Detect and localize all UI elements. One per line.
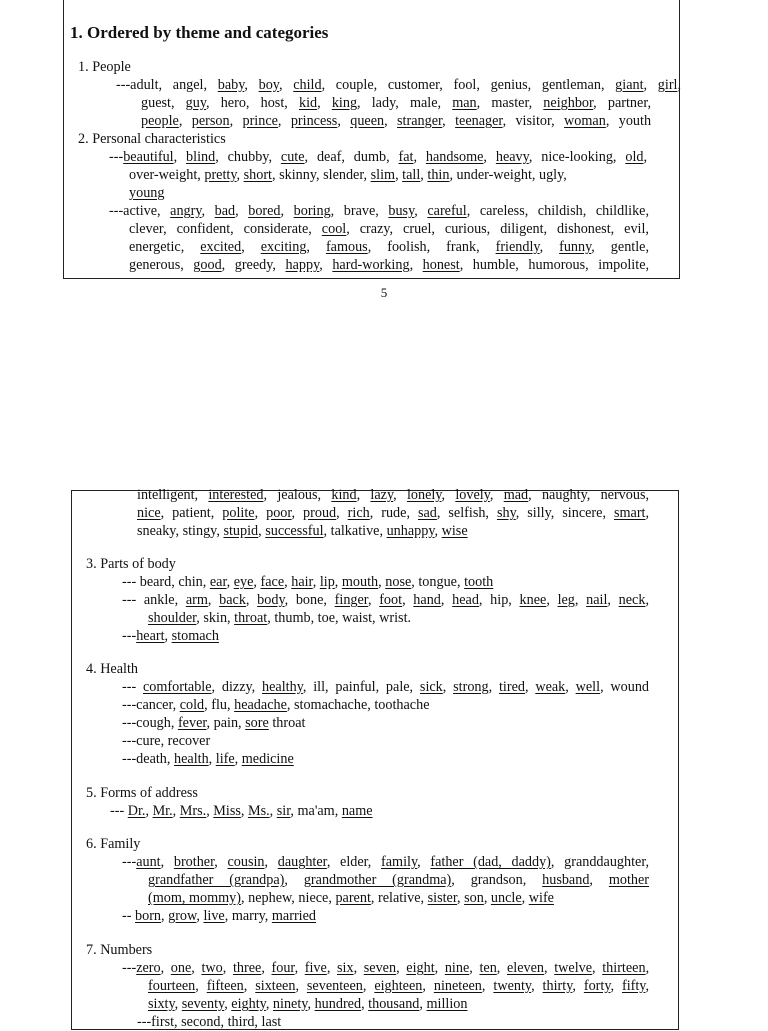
page-5-line: energetic, excited, exciting, famous, foolish, frank, friendly, funny, gentle, <box>129 239 650 255</box>
page-5-line: 1. People <box>78 59 131 75</box>
page-6-line: --- beard, chin, ear, eye, face, hair, lip, mouth, nose, tongue, tooth <box>122 574 494 590</box>
page-6-line: intelligent, interested, jealous, kind, lazy, lonely, lovely, mad, naughty, nervous, <box>137 487 650 503</box>
page-6-line: -- born, grow, live, marry, married <box>122 908 317 924</box>
page-6-line: ---zero, one, two, three, four, five, six, seven, eight, nine, ten, eleven, twelve, thirteen, <box>122 960 650 976</box>
page-6-line: nice, patient, polite, poor, proud, rich, rude, sad, selfish, shy, silly, sincere, smart, <box>137 505 650 521</box>
page-6-line: ---heart, stomach <box>122 628 219 644</box>
section-heading: 1. Ordered by theme and categories <box>70 23 329 42</box>
page-5-line: ---beautiful, blind, chubby, cute, deaf, dumb, fat, handsome, heavy, nice-looking, old, <box>109 149 648 165</box>
page-6-line: (mom, mommy), nephew, niece, parent, relative, sister, son, uncle, wife <box>148 890 554 906</box>
page-6-line: ---cough, fever, pain, sore throat <box>122 715 306 731</box>
page-6-line: 3. Parts of body <box>86 556 176 572</box>
page-6-line: --- comfortable, dizzy, healthy, ill, painful, pale, sick, strong, tired, weak, well, wound <box>122 679 650 695</box>
page-5-line: ---adult, angel, baby, boy, child, couple, customer, fool, genius, gentleman, giant, girl, <box>116 77 682 93</box>
page-6-line: sneaky, stingy, stupid, successful, talkative, unhappy, wise <box>137 523 468 539</box>
page-5-line: generous, good, greedy, happy, hard-working, honest, humble, humorous, impolite, <box>129 257 650 273</box>
page-6-line: shoulder, skin, throat, thumb, toe, waist, wrist. <box>148 610 412 626</box>
page-6-line: 4. Health <box>86 661 139 677</box>
page-6-line: --- ankle, arm, back, body, bone, finger, foot, hand, head, hip, knee, leg, nail, neck, <box>122 592 649 608</box>
page-6-line: ---cure, recover <box>122 733 211 749</box>
page-6-line: 7. Numbers <box>86 942 153 958</box>
page-5-line: ---active, angry, bad, bored, boring, brave, busy, careful, careless, childish, childlike, <box>109 203 650 219</box>
page-6-line: ---first, second, third, last <box>137 1014 282 1030</box>
page-6-line: 5. Forms of address <box>86 785 198 801</box>
page-6-line: --- Dr., Mr., Mrs., Miss, Ms., sir, ma'am, name <box>110 803 373 819</box>
page-5-line: clever, confident, considerate, cool, crazy, cruel, curious, diligent, dishonest, evil, <box>129 221 649 237</box>
page-6-line: 6. Family <box>86 836 141 852</box>
page-5-line: 2. Personal characteristics <box>78 131 226 147</box>
page-5-line: young <box>129 185 165 201</box>
page-6-line: sixty, seventy, eighty, ninety, hundred, thousand, million <box>148 996 468 1012</box>
page-number: 5 <box>380 285 388 300</box>
page-5-line: guest, guy, hero, host, kid, king, lady, male, man, master, neighbor, partner, <box>141 95 652 111</box>
page-5-line: over-weight, pretty, short, skinny, slender, slim, tall, thin, under-weight, ugly, <box>129 167 567 183</box>
page-6-line: grandfather (grandpa), grandmother (grandma), grandson, husband, mother <box>148 872 650 888</box>
page-6-line: ---aunt, brother, cousin, daughter, elder, family, father (dad, daddy), granddaughter, <box>122 854 650 870</box>
page-6-line: fourteen, fifteen, sixteen, seventeen, eighteen, nineteen, twenty, thirty, forty, fifty, <box>148 978 650 994</box>
page-6-line: ---death, health, life, medicine <box>122 751 294 767</box>
page-5-line: people, person, prince, princess, queen, stranger, teenager, visitor, woman, youth <box>141 113 652 129</box>
page-6-line: ---cancer, cold, flu, headache, stomachache, toothache <box>122 697 430 713</box>
